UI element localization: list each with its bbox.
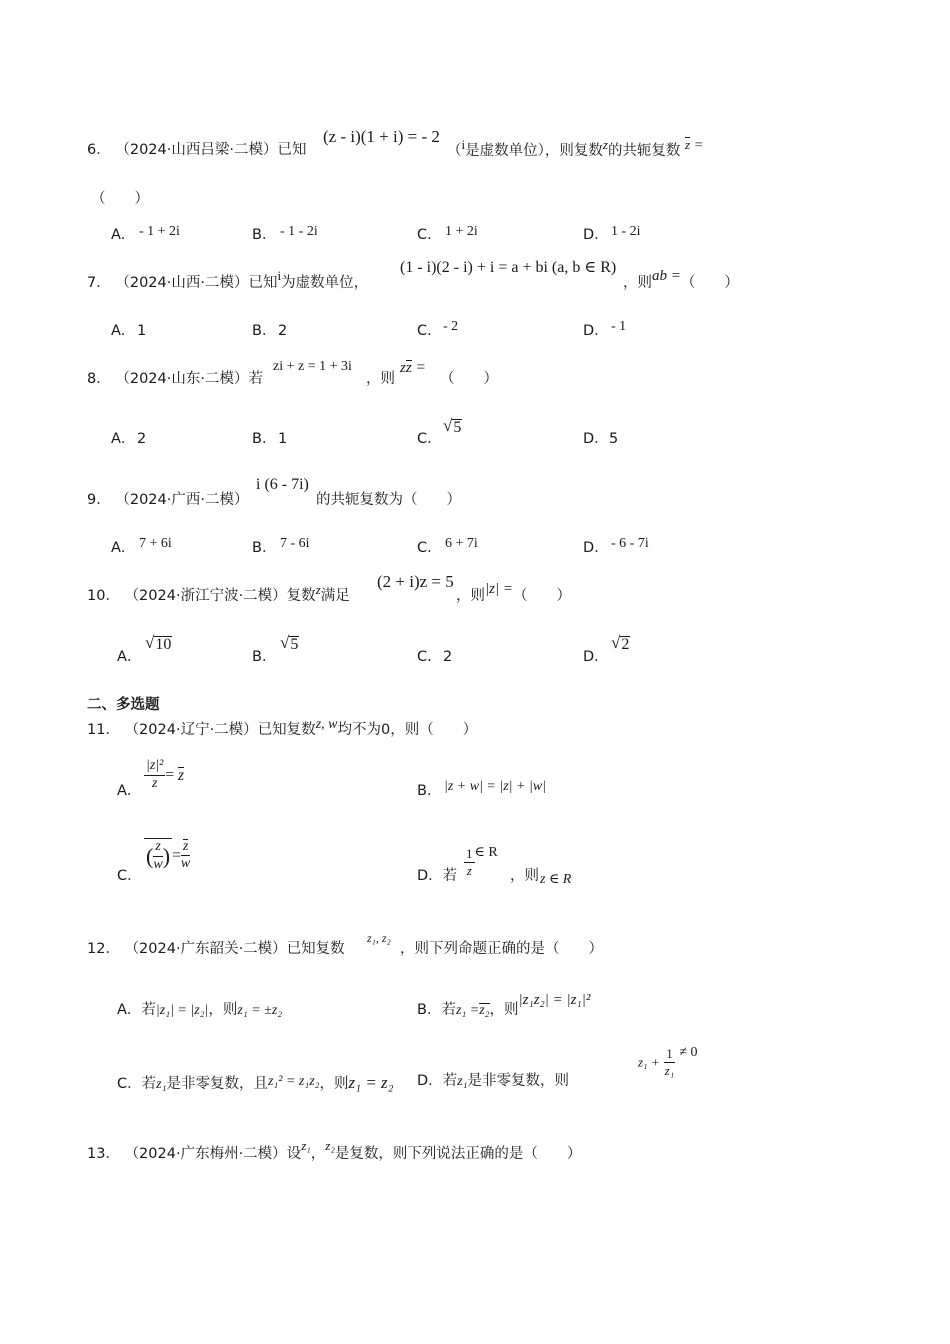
q12-option-b-label: B． xyxy=(417,1002,442,1018)
q12-option-d xyxy=(417,1074,569,1089)
q10-text-b: 满足 xyxy=(320,588,350,604)
q8-option-b-label: B． xyxy=(252,431,277,447)
q10-formula: (2 + i)z = 5 xyxy=(377,572,454,591)
q10-target: |z| = xyxy=(485,581,513,597)
q7-stem-line xyxy=(87,268,369,291)
q7-number: 7． xyxy=(87,275,111,291)
q6-option-a-label: A． xyxy=(111,227,136,243)
q6-formula: (z - i)(1 + i) = - 2 xyxy=(323,127,440,146)
q9-option-b: 7 - 6i xyxy=(280,536,310,551)
q12-number: 12． xyxy=(87,941,120,957)
q6-stem-rest xyxy=(447,137,703,159)
q12-d-var: z₁ xyxy=(457,1074,468,1089)
q7-option-c-label: C． xyxy=(417,323,442,339)
q11-c-rhs-numerator: z xyxy=(182,838,189,854)
q9-option-b-label: B． xyxy=(252,540,277,556)
q13-stem-line xyxy=(87,1138,582,1162)
q11-a-eq: = xyxy=(165,766,178,784)
q11-d-result: z ∈ R xyxy=(540,872,572,887)
q9-option-a-label: A． xyxy=(111,540,136,556)
q7-option-b: 2 xyxy=(278,323,288,339)
q9-source: （2024·广西·二模） xyxy=(115,492,249,508)
q10-option-d: √ 2 xyxy=(611,633,630,653)
q11-a-numerator: |z|² xyxy=(144,758,165,776)
q11-d-numerator: 1 xyxy=(466,846,473,861)
q12-stem-line xyxy=(87,942,345,957)
q12-c-var: z₁ xyxy=(156,1077,167,1092)
q6-option-b: - 1 - 2i xyxy=(280,224,318,239)
q7-text-c: ，则 xyxy=(623,275,652,291)
q10-option-d-value: 2 xyxy=(621,636,630,653)
q7-option-c: - 2 xyxy=(443,319,459,334)
q11-option-a-label: A． xyxy=(117,783,142,799)
q9-text: 的共轭复数为（ ） xyxy=(316,492,461,508)
q11-option-c-label: C． xyxy=(117,868,142,884)
q12-c-then: ，则 xyxy=(319,1076,349,1092)
section-title: 二、多选题 xyxy=(87,697,160,713)
q11-number: 11． xyxy=(87,722,120,738)
q8-option-c-label: C． xyxy=(417,431,442,447)
q11-c-numerator: z xyxy=(153,839,162,857)
q10-option-b-label: B． xyxy=(252,649,277,665)
q9-number: 9． xyxy=(87,492,111,508)
q12-option-d-label: D． xyxy=(417,1073,443,1089)
q7-formula: (1 - i)(2 - i) + i = a + bi (a, b ∈ R) xyxy=(400,259,617,276)
q9-option-c: 6 + 7i xyxy=(445,536,478,551)
q8-eq: = xyxy=(415,359,426,376)
q11-vars: z, w xyxy=(315,717,338,732)
q7-option-a: 1 xyxy=(137,323,147,339)
q12-text: 已知复数 xyxy=(286,941,345,957)
q12-d-mid: 是非零复数，则 xyxy=(467,1073,569,1089)
q10-option-c: 2 xyxy=(443,649,453,665)
q12-a-if: 若 xyxy=(141,1002,156,1018)
q12-d-expression xyxy=(638,1046,698,1078)
q10-option-a-value: 10 xyxy=(155,636,172,653)
q13-var-1: z₁ xyxy=(301,1138,311,1153)
q6-option-d-label: D． xyxy=(583,227,609,243)
q6-stem-line xyxy=(87,143,306,158)
q7-option-d: - 1 xyxy=(611,319,627,334)
q7-text-b: 为虚数单位， xyxy=(281,275,369,291)
q8-option-a: 2 xyxy=(137,431,147,447)
q6-text-c: 是虚数单位），则复数 xyxy=(465,143,603,159)
q12-option-a xyxy=(117,1003,282,1018)
q12-c-cond: z₁² = z₁z₂ xyxy=(267,1074,320,1089)
q6-number: 6． xyxy=(87,142,111,158)
q8-target xyxy=(400,360,426,377)
q11-option-d-label-line xyxy=(417,869,457,884)
q11-d-then: ，则 xyxy=(510,868,539,884)
q8-target-z: z xyxy=(400,360,406,376)
q12-d-lhs: z₁ + xyxy=(638,1054,660,1070)
q9-option-d-label: D． xyxy=(583,540,609,556)
q6-source: （2024·山西吕梁·二模） xyxy=(115,142,278,158)
q11-text: 已知复数 xyxy=(257,722,316,738)
q13-number: 13． xyxy=(87,1146,120,1162)
q12-b-cond-right: z₂ xyxy=(479,1003,490,1018)
q7-blank: （ ） xyxy=(680,275,739,291)
q10-source: （2024·浙江宁波·二模） xyxy=(124,588,287,604)
q11-option-b: |z + w| = |z| + |w| xyxy=(444,779,547,794)
q7-text: 已知 xyxy=(248,275,278,291)
q7-unit: i xyxy=(277,268,282,283)
q12-d-if: 若 xyxy=(442,1073,458,1089)
q13-sep: ， xyxy=(310,1146,326,1162)
q11-option-b-label: B． xyxy=(417,783,442,799)
q10-option-a: √ 10 xyxy=(145,633,172,653)
q8-option-d-label: D． xyxy=(583,431,609,447)
q10-option-a-label: A． xyxy=(117,649,142,665)
q10-text: 复数 xyxy=(286,588,316,604)
q7-source: （2024·山西·二模） xyxy=(115,275,249,291)
q11-c-rhs-denominator: w xyxy=(180,856,191,872)
q8-option-c-value: 5 xyxy=(453,419,462,436)
q11-option-d-label: D． xyxy=(417,868,443,884)
q7-option-b-label: B． xyxy=(252,323,277,339)
q11-option-d xyxy=(464,846,498,878)
q7-option-d-label: D． xyxy=(583,323,609,339)
q12-option-b xyxy=(417,992,591,1019)
q7-option-a-label: A． xyxy=(111,323,136,339)
q8-number: 8． xyxy=(87,371,111,387)
q12-option-a-label: A． xyxy=(117,1002,142,1018)
q6-blank: （ ） xyxy=(91,191,149,207)
q10-text-c: ，则 xyxy=(456,588,485,604)
q12-c-if: 若 xyxy=(141,1076,157,1092)
q13-text-b: 是复数，则下列说法正确的是（ ） xyxy=(334,1146,582,1162)
q6-var: z xyxy=(602,137,608,152)
q6-option-c-label: C． xyxy=(417,227,442,243)
q8-option-b: 1 xyxy=(278,431,288,447)
q9-formula: i (6 - 7i) xyxy=(256,476,309,493)
q12-a-cond: |z₁| = |z₂| xyxy=(155,1003,209,1018)
q7-stem-rest xyxy=(623,268,739,291)
q10-blank: （ ） xyxy=(512,588,571,604)
q6-eq: = xyxy=(694,138,703,153)
q11-stem-line xyxy=(87,717,478,738)
q8-blank: （ ） xyxy=(440,371,498,387)
q11-option-a xyxy=(144,758,184,793)
q10-option-b: √ 5 xyxy=(280,633,299,653)
q11-d-denominator: z xyxy=(466,862,472,878)
q6-text-b: （ xyxy=(447,143,462,159)
q6-option-b-label: B． xyxy=(252,227,277,243)
q13-source: （2024·广东梅州·二模） xyxy=(124,1146,287,1162)
q9-option-d: - 6 - 7i xyxy=(611,536,649,551)
q10-stem-line xyxy=(87,582,350,604)
q8-stem-line xyxy=(87,372,263,387)
q8-text: 若 xyxy=(248,371,263,387)
q12-c-result: z₁ = z₂ xyxy=(348,1073,394,1092)
q10-number: 10． xyxy=(87,588,120,604)
q8-option-c: √ 5 xyxy=(443,416,462,436)
q10-var: z xyxy=(315,582,321,597)
q6-text-d: 的共轭复数 xyxy=(607,143,681,159)
q8-formula: zi + z = 1 + 3i xyxy=(273,359,352,374)
q6-option-a: - 1 + 2i xyxy=(139,224,180,239)
q6-conj: z xyxy=(685,137,691,152)
q12-b-then: ，则 xyxy=(489,1002,519,1018)
q6-unit: i xyxy=(461,137,466,152)
q6-option-c: 1 + 2i xyxy=(445,224,478,239)
q12-a-result: z₁ = ±z₂ xyxy=(237,1003,283,1018)
q12-a-then: ，则 xyxy=(208,1002,238,1018)
q11-d-if: 若 xyxy=(442,868,458,884)
q6-option-d: 1 - 2i xyxy=(611,224,641,239)
q12-text-b: ，则下列命题正确的是（ ） xyxy=(400,941,603,957)
q8-option-a-label: A． xyxy=(111,431,136,447)
q12-option-c-label: C． xyxy=(117,1076,142,1092)
q9-stem-line xyxy=(87,493,248,508)
q11-a-zbar: z xyxy=(177,766,185,784)
q11-c-eq: = xyxy=(172,847,181,865)
q11-source: （2024·辽宁·二模） xyxy=(124,722,258,738)
q8-option-d: 5 xyxy=(609,431,619,447)
q12-vars: z₁, z₂ xyxy=(367,931,391,945)
q12-d-rhs: ≠ 0 xyxy=(679,1045,698,1060)
q8-target-zbar: z xyxy=(405,360,412,376)
q11-text-b: 均不为0，则（ ） xyxy=(337,722,478,738)
q6-text: 已知 xyxy=(277,142,307,158)
q10-option-c-label: C． xyxy=(417,649,442,665)
q13-var-2: z₂ xyxy=(325,1138,335,1153)
q11-d-in-r: ∈ R xyxy=(474,845,498,860)
q9-option-c-label: C． xyxy=(417,540,442,556)
q12-c-mid: 是非零复数，且 xyxy=(166,1076,268,1092)
q8-source: （2024·山东·二模） xyxy=(115,371,249,387)
q11-c-denominator: w xyxy=(153,856,163,872)
q10-option-b-value: 5 xyxy=(290,636,299,653)
q7-target: ab = xyxy=(652,268,681,284)
q9-option-a: 7 + 6i xyxy=(139,536,172,551)
q13-text: 设 xyxy=(286,1146,302,1162)
q11-option-c: ( $\frac{z}{w}$ ) = $\frac{z}{w}$ xyxy=(146,838,191,872)
q12-source: （2024·广东韶关·二模） xyxy=(124,941,287,957)
q12-d-denominator: z₁ xyxy=(664,1062,675,1078)
q12-b-if: 若 xyxy=(441,1002,456,1018)
q8-text-b: ，则 xyxy=(366,371,395,387)
q12-b-cond-left: z₁ = xyxy=(455,1003,480,1018)
q10-option-d-label: D． xyxy=(583,649,609,665)
q12-option-c xyxy=(117,1074,394,1092)
q12-b-result: |z₁z₂| = |z₁|² xyxy=(518,992,591,1008)
q10-stem-rest xyxy=(456,581,571,604)
q12-d-numerator: 1 xyxy=(666,1046,673,1061)
q11-a-denominator: z xyxy=(151,775,158,791)
